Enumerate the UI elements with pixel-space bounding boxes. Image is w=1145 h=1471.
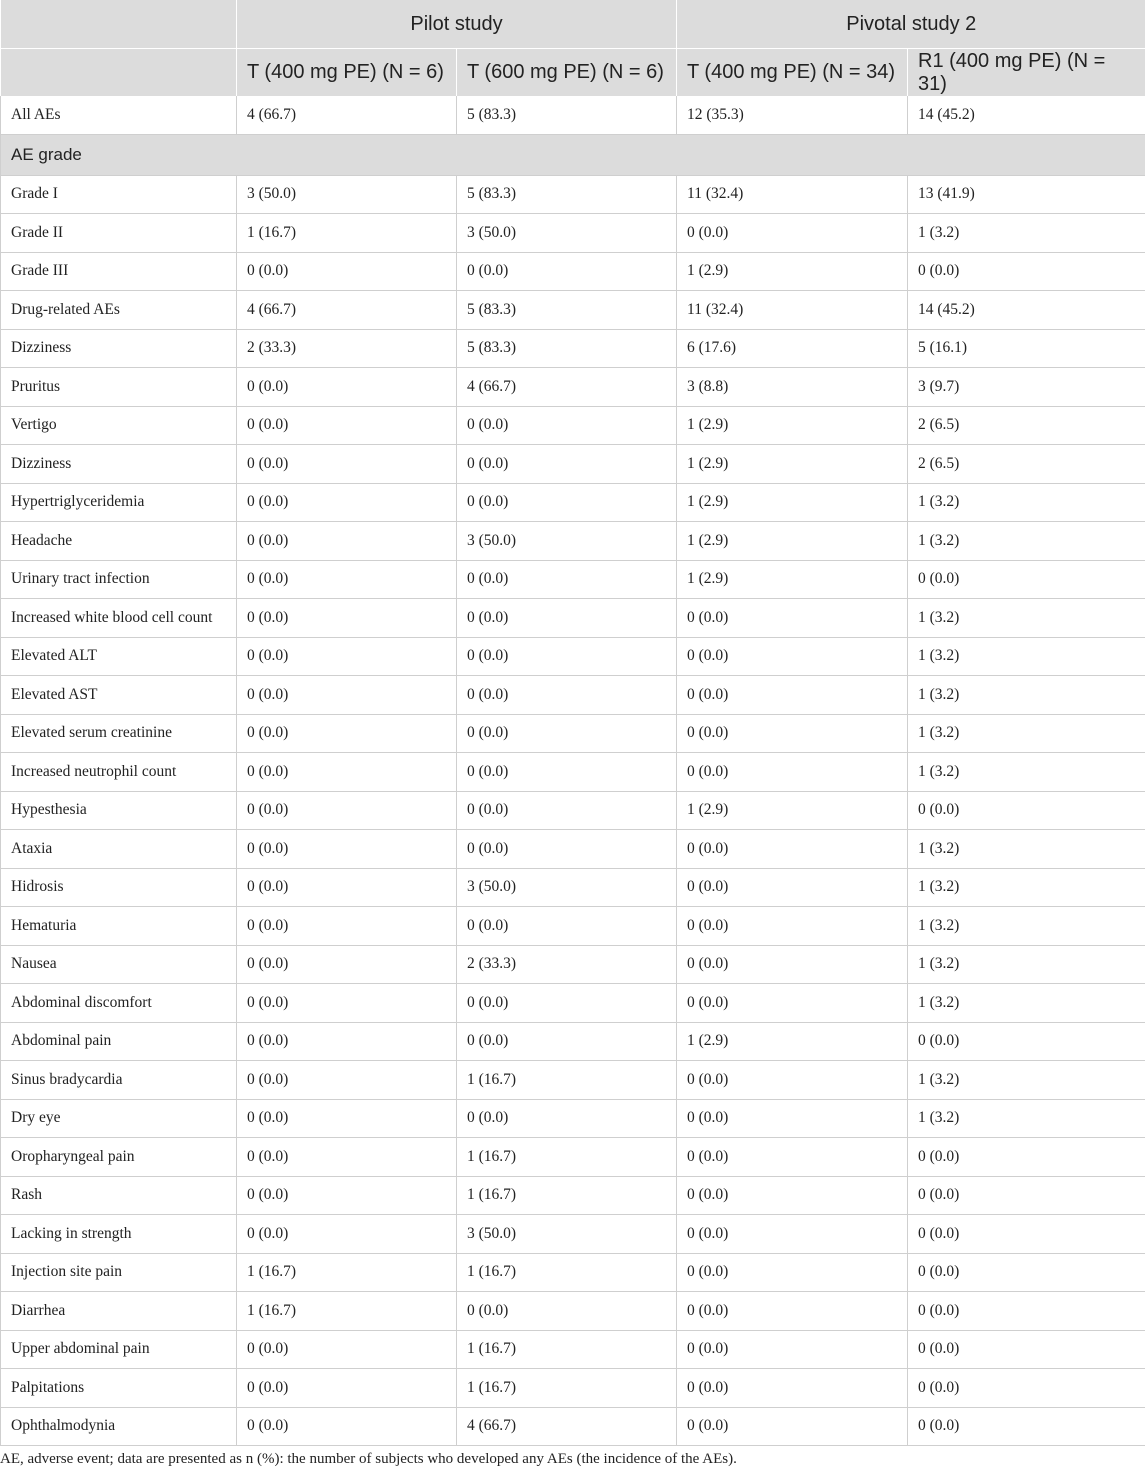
table-row [1, 753, 1145, 792]
value-cell: 0 (0.0) [677, 830, 908, 869]
value-cell: 1 (2.9) [677, 1022, 908, 1061]
value-cell: 0 (0.0) [908, 1253, 1145, 1292]
value-cell: 0 (0.0) [237, 676, 457, 715]
value-cell: 0 (0.0) [908, 1407, 1145, 1446]
value-cell: 3 (50.0) [457, 214, 677, 253]
value-cell: 0 (0.0) [237, 984, 457, 1023]
value-cell: 1 (2.9) [677, 483, 908, 522]
value-cell: 0 (0.0) [237, 445, 457, 484]
value-cell: 1 (3.2) [908, 1061, 1145, 1100]
value-cell: 0 (0.0) [237, 1176, 457, 1215]
value-cell: 5 (83.3) [457, 175, 677, 214]
row-label-cell: Grade II [1, 214, 237, 253]
value-cell: 3 (50.0) [457, 1215, 677, 1254]
value-cell: 1 (16.7) [457, 1330, 677, 1369]
table-row [1, 1292, 1145, 1331]
header-row-study-groups [1, 0, 1145, 49]
row-label-cell: Palpitations [1, 1369, 237, 1408]
value-cell: 1 (3.2) [908, 483, 1145, 522]
value-cell: 0 (0.0) [908, 1292, 1145, 1331]
value-cell: 0 (0.0) [237, 1330, 457, 1369]
table-row [1, 676, 1145, 715]
value-cell: 1 (16.7) [457, 1369, 677, 1408]
value-cell: 0 (0.0) [457, 907, 677, 946]
header-pilot-study: Pilot study [237, 0, 677, 49]
value-cell: 1 (16.7) [457, 1176, 677, 1215]
value-cell: 0 (0.0) [457, 1099, 677, 1138]
value-cell: 1 (16.7) [457, 1253, 677, 1292]
row-label-cell: Abdominal discomfort [1, 984, 237, 1023]
value-cell: 1 (3.2) [908, 868, 1145, 907]
row-label-cell: Dry eye [1, 1099, 237, 1138]
value-cell: 11 (32.4) [677, 175, 908, 214]
row-label-cell: Rash [1, 1176, 237, 1215]
row-label-cell: Increased neutrophil count [1, 753, 237, 792]
value-cell: 0 (0.0) [677, 637, 908, 676]
table-row [1, 599, 1145, 638]
header-arm-t400-pilot: T (400 mg PE) (N = 6) [237, 49, 457, 97]
row-label-cell: Elevated ALT [1, 637, 237, 676]
value-cell: 0 (0.0) [237, 907, 457, 946]
value-cell: 0 (0.0) [457, 445, 677, 484]
value-cell: 0 (0.0) [677, 753, 908, 792]
value-cell: 0 (0.0) [457, 1292, 677, 1331]
value-cell: 0 (0.0) [908, 1138, 1145, 1177]
value-cell: 1 (3.2) [908, 945, 1145, 984]
value-cell: 1 (2.9) [677, 445, 908, 484]
table-row [1, 483, 1145, 522]
value-cell: 1 (3.2) [908, 830, 1145, 869]
value-cell: 4 (66.7) [457, 368, 677, 407]
value-cell: 2 (33.3) [457, 945, 677, 984]
value-cell: 0 (0.0) [237, 1099, 457, 1138]
row-label-cell: Sinus bradycardia [1, 1061, 237, 1100]
value-cell: 4 (66.7) [237, 291, 457, 330]
value-cell: 0 (0.0) [908, 252, 1145, 291]
value-cell: 0 (0.0) [677, 676, 908, 715]
table-row [1, 1176, 1145, 1215]
table-footnote: AE, adverse event; data are presented as n (%): the number of subjects who developed any AEs (the incidence of the AEs). [0, 1451, 737, 1467]
table-row [1, 406, 1145, 445]
table-row [1, 252, 1145, 291]
value-cell: 1 (16.7) [237, 214, 457, 253]
value-cell: 0 (0.0) [908, 560, 1145, 599]
table-row [1, 1061, 1145, 1100]
header-arm-t400-pivotal: T (400 mg PE) (N = 34) [677, 49, 908, 97]
row-label-cell: Nausea [1, 945, 237, 984]
value-cell: 1 (3.2) [908, 753, 1145, 792]
value-cell: 0 (0.0) [908, 1215, 1145, 1254]
table-row [1, 1407, 1145, 1446]
value-cell: 0 (0.0) [237, 830, 457, 869]
row-label-cell: Oropharyngeal pain [1, 1138, 237, 1177]
value-cell: 3 (8.8) [677, 368, 908, 407]
value-cell: 1 (16.7) [237, 1292, 457, 1331]
row-label-cell: All AEs [1, 96, 237, 134]
header-pivotal-study-2: Pivotal study 2 [677, 0, 1145, 49]
table-row [1, 984, 1145, 1023]
table-row [1, 329, 1145, 368]
value-cell: 0 (0.0) [237, 368, 457, 407]
value-cell: 3 (50.0) [457, 522, 677, 561]
row-label-cell: Vertigo [1, 406, 237, 445]
value-cell: 0 (0.0) [237, 1369, 457, 1408]
value-cell: 3 (50.0) [237, 175, 457, 214]
row-label-cell: Dizziness [1, 329, 237, 368]
value-cell: 0 (0.0) [908, 1369, 1145, 1408]
table-row [1, 445, 1145, 484]
row-label-cell: Injection site pain [1, 1253, 237, 1292]
value-cell: 0 (0.0) [457, 1022, 677, 1061]
value-cell: 0 (0.0) [457, 753, 677, 792]
value-cell: 0 (0.0) [237, 1022, 457, 1061]
row-label-cell: Headache [1, 522, 237, 561]
value-cell: 4 (66.7) [237, 96, 457, 134]
value-cell: 5 (16.1) [908, 329, 1145, 368]
table-row [1, 1099, 1145, 1138]
value-cell: 1 (3.2) [908, 214, 1145, 253]
value-cell: 0 (0.0) [677, 1215, 908, 1254]
row-label-cell: Ataxia [1, 830, 237, 869]
section-row [1, 134, 1145, 175]
value-cell: 0 (0.0) [677, 1330, 908, 1369]
table-row [1, 214, 1145, 253]
value-cell: 0 (0.0) [237, 560, 457, 599]
value-cell: 0 (0.0) [457, 560, 677, 599]
row-label-cell: Lacking in strength [1, 1215, 237, 1254]
value-cell: 4 (66.7) [457, 1407, 677, 1446]
table-row [1, 291, 1145, 330]
row-label-cell: Abdominal pain [1, 1022, 237, 1061]
value-cell: 0 (0.0) [457, 984, 677, 1023]
value-cell: 0 (0.0) [677, 907, 908, 946]
value-cell: 11 (32.4) [677, 291, 908, 330]
table-row [1, 96, 1145, 134]
value-cell: 0 (0.0) [677, 1061, 908, 1100]
value-cell: 0 (0.0) [237, 945, 457, 984]
row-label-cell: Hematuria [1, 907, 237, 946]
row-label-cell: Hypesthesia [1, 791, 237, 830]
table-row [1, 368, 1145, 407]
value-cell: 0 (0.0) [237, 1407, 457, 1446]
value-cell: 3 (9.7) [908, 368, 1145, 407]
value-cell: 0 (0.0) [677, 1292, 908, 1331]
header-row-arms [1, 49, 1145, 97]
table-row [1, 1369, 1145, 1408]
value-cell: 3 (50.0) [457, 868, 677, 907]
header-arm-label-cell [1, 49, 237, 97]
row-label-cell: Elevated AST [1, 676, 237, 715]
value-cell: 0 (0.0) [677, 945, 908, 984]
table-row [1, 1330, 1145, 1369]
value-cell: 0 (0.0) [677, 714, 908, 753]
value-cell: 0 (0.0) [237, 791, 457, 830]
value-cell: 0 (0.0) [677, 1253, 908, 1292]
value-cell: 12 (35.3) [677, 96, 908, 134]
header-arm-r1-400-pivotal: R1 (400 mg PE) (N = 31) [908, 49, 1145, 97]
value-cell: 1 (2.9) [677, 560, 908, 599]
value-cell: 1 (3.2) [908, 907, 1145, 946]
table-row [1, 907, 1145, 946]
value-cell: 0 (0.0) [237, 1138, 457, 1177]
value-cell: 0 (0.0) [677, 1407, 908, 1446]
value-cell: 1 (3.2) [908, 984, 1145, 1023]
value-cell: 1 (16.7) [457, 1138, 677, 1177]
table-row [1, 175, 1145, 214]
value-cell: 0 (0.0) [237, 483, 457, 522]
value-cell: 0 (0.0) [677, 868, 908, 907]
value-cell: 0 (0.0) [237, 406, 457, 445]
value-cell: 0 (0.0) [677, 214, 908, 253]
section-label: AE grade [1, 134, 1145, 175]
row-label-cell: Elevated serum creatinine [1, 714, 237, 753]
table-row [1, 945, 1145, 984]
value-cell: 0 (0.0) [237, 637, 457, 676]
value-cell: 0 (0.0) [677, 1099, 908, 1138]
value-cell: 5 (83.3) [457, 291, 677, 330]
row-label-cell: Upper abdominal pain [1, 1330, 237, 1369]
value-cell: 0 (0.0) [908, 791, 1145, 830]
row-label-cell: Grade III [1, 252, 237, 291]
value-cell: 1 (3.2) [908, 522, 1145, 561]
value-cell: 1 (2.9) [677, 791, 908, 830]
value-cell: 6 (17.6) [677, 329, 908, 368]
value-cell: 0 (0.0) [237, 252, 457, 291]
value-cell: 0 (0.0) [237, 868, 457, 907]
value-cell: 0 (0.0) [237, 599, 457, 638]
value-cell: 0 (0.0) [237, 714, 457, 753]
row-label-cell: Urinary tract infection [1, 560, 237, 599]
value-cell: 0 (0.0) [457, 830, 677, 869]
value-cell: 0 (0.0) [908, 1176, 1145, 1215]
value-cell: 5 (83.3) [457, 329, 677, 368]
header-corner-cell [1, 0, 237, 49]
value-cell: 1 (2.9) [677, 252, 908, 291]
value-cell: 0 (0.0) [457, 637, 677, 676]
table-row [1, 1253, 1145, 1292]
value-cell: 1 (3.2) [908, 599, 1145, 638]
value-cell: 0 (0.0) [677, 1138, 908, 1177]
value-cell: 0 (0.0) [237, 753, 457, 792]
table-row [1, 1138, 1145, 1177]
value-cell: 14 (45.2) [908, 96, 1145, 134]
value-cell: 0 (0.0) [908, 1330, 1145, 1369]
value-cell: 0 (0.0) [677, 1176, 908, 1215]
header-arm-t600-pilot: T (600 mg PE) (N = 6) [457, 49, 677, 97]
table-row [1, 522, 1145, 561]
value-cell: 1 (3.2) [908, 676, 1145, 715]
value-cell: 2 (6.5) [908, 406, 1145, 445]
value-cell: 0 (0.0) [237, 1061, 457, 1100]
value-cell: 0 (0.0) [457, 791, 677, 830]
value-cell: 0 (0.0) [677, 1369, 908, 1408]
table-row [1, 868, 1145, 907]
value-cell: 2 (33.3) [237, 329, 457, 368]
value-cell: 14 (45.2) [908, 291, 1145, 330]
value-cell: 1 (2.9) [677, 522, 908, 561]
value-cell: 1 (3.2) [908, 637, 1145, 676]
table-row [1, 791, 1145, 830]
row-label-cell: Pruritus [1, 368, 237, 407]
row-label-cell: Dizziness [1, 445, 237, 484]
value-cell: 0 (0.0) [457, 714, 677, 753]
table-body [1, 96, 1145, 1446]
value-cell: 13 (41.9) [908, 175, 1145, 214]
row-label-cell: Grade I [1, 175, 237, 214]
table-header [1, 0, 1145, 96]
table-row [1, 560, 1145, 599]
value-cell: 1 (3.2) [908, 1099, 1145, 1138]
row-label-cell: Ophthalmodynia [1, 1407, 237, 1446]
value-cell: 1 (2.9) [677, 406, 908, 445]
row-label-cell: Hidrosis [1, 868, 237, 907]
value-cell: 0 (0.0) [908, 1022, 1145, 1061]
table-row [1, 1215, 1145, 1254]
value-cell: 2 (6.5) [908, 445, 1145, 484]
table-row [1, 637, 1145, 676]
value-cell: 0 (0.0) [457, 252, 677, 291]
value-cell: 0 (0.0) [457, 599, 677, 638]
value-cell: 5 (83.3) [457, 96, 677, 134]
value-cell: 0 (0.0) [237, 522, 457, 561]
value-cell: 0 (0.0) [457, 483, 677, 522]
value-cell: 0 (0.0) [457, 406, 677, 445]
row-label-cell: Drug-related AEs [1, 291, 237, 330]
table-row [1, 714, 1145, 753]
row-label-cell: Increased white blood cell count [1, 599, 237, 638]
table-row [1, 830, 1145, 869]
value-cell: 1 (16.7) [237, 1253, 457, 1292]
table-row [1, 1022, 1145, 1061]
value-cell: 0 (0.0) [457, 676, 677, 715]
row-label-cell: Diarrhea [1, 1292, 237, 1331]
value-cell: 1 (16.7) [457, 1061, 677, 1100]
value-cell: 1 (3.2) [908, 714, 1145, 753]
value-cell: 0 (0.0) [237, 1215, 457, 1254]
value-cell: 0 (0.0) [677, 984, 908, 1023]
value-cell: 0 (0.0) [677, 599, 908, 638]
row-label-cell: Hypertriglyceridemia [1, 483, 237, 522]
